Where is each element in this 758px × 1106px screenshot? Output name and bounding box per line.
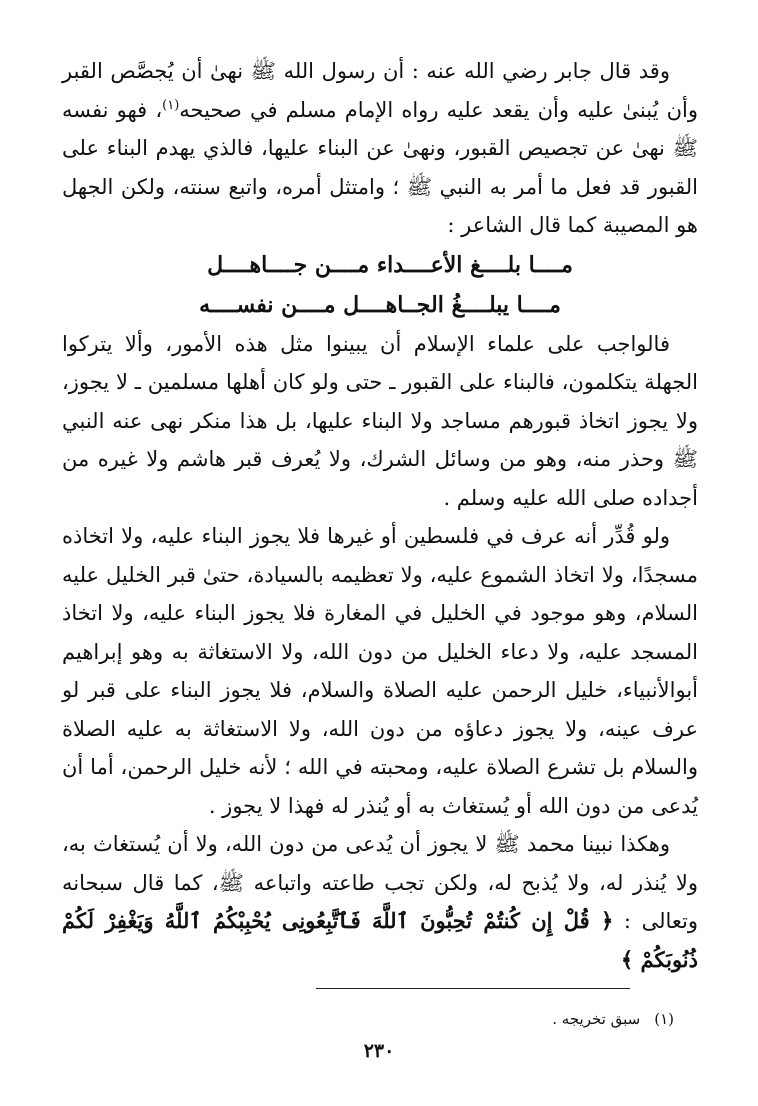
opening-text-part2: ، فهو نفسه ﷺ نهىٰ عن تجصيص القبور، ونهىٰ عن البناء عليها، فالذي يهدم البناء على القبور قد فعل ما أمر به النبي ﷺ ؛ وامتثل أمره، واتبع سنته، ولكن الجهل هو المصيبة كما قال الشاعر : [62, 97, 698, 237]
body-paragraph-2: ولو قُدِّر أنه عرف في فلسطين أو غيرها فلا يجوز البناء عليه، ولا اتخاذه مسجدًا، ولا اتخاذ الشموع عليه، ولا تعظيمه بالسيادة، حتىٰ قبر الخليل عليه السلام، وهو موجود في الخليل في المغارة فلا يجوز البناء عليه، ولا اتخاذ المسجد عليه، ولا دعاء الخليل من دون الله، ولا الاستغاثة به وهو إبراهيم أبوالأنبياء، خليل الرحمن عليه الصلاة والسلام، فلا يجوز البناء على قبر لو عرف عينه، ولا يجوز دعاؤه من دون الله، ولا الاستغاثة به عليه الصلاة والسلام بل تشرع الصلاة عليه، ومحبته في الله ؛ لأنه خليل الرحمن، أما أن يُدعى من دون الله أو يُستغاث به أو يُنذر له فهذا لا يجوز . [62, 524, 698, 818]
footnote-separator [316, 988, 630, 989]
footnote-number: (١) [654, 1010, 674, 1028]
footnote-text: سبق تخريجه . [552, 1010, 641, 1028]
page-number: ٢٣٠ [363, 1040, 395, 1062]
closing-paragraph [62, 825, 698, 979]
main-text [62, 52, 698, 979]
body-paragraph-1: فالواجب على علماء الإسلام أن يبينوا مثل هذه الأمور، وألا يتركوا الجهلة يتكلمون، فالبناء على القبور ـ حتى ولو كان أهلها مسلمين ـ لا يجوز، ولا يجوز اتخاذ قبورهم مساجد ولا البناء عليها، بل هذا منكر نهى عنه النبي ﷺ وحذر منه، وهو من وسائل الشرك، ولا يُعرف قبر هاشم ولا غيره من أجداده صلى الله عليه وسلم . [62, 331, 698, 510]
verse-line-1: مــــا بلــــغ الأعــــداء مــــن جــــاهــــل [207, 251, 573, 278]
footnote-reference: (١) [162, 97, 180, 113]
verse-line-2: مــــا يبلــــغُ الجــاهــــل مــــن نفســــه [199, 291, 561, 318]
opening-paragraph [62, 52, 698, 245]
closing-text: وهكذا نبينا محمد ﷺ لا يجوز أن يُدعى من دون الله، ولا أن يُستغاث به، ولا يُنذر له، ولا يُذبح له، ولكن تجب طاعته واتباعه ﷺ، كما قال سبحانه وتعالى : [62, 832, 698, 933]
opening-text-part1: وقد قال جابر رضي الله عنه : أن رسول الله ﷺ نهىٰ أن يُجصَّص القبر وأن يُبنىٰ عليه وأن يقعد عليه رواه الإمام مسلم في صحيحه [62, 59, 699, 122]
footnote [552, 1008, 674, 1030]
quran-verse: ﴿ قُلْ إِن كُنتُمْ تُحِبُّونَ ٱللَّهَ فَٱتَّبِعُونِى يُحْبِبْكُمُ ٱللَّهُ وَيَغْفِرْ لَكُمْ ذُنُوبَكُمْ ﴾ [62, 908, 698, 972]
